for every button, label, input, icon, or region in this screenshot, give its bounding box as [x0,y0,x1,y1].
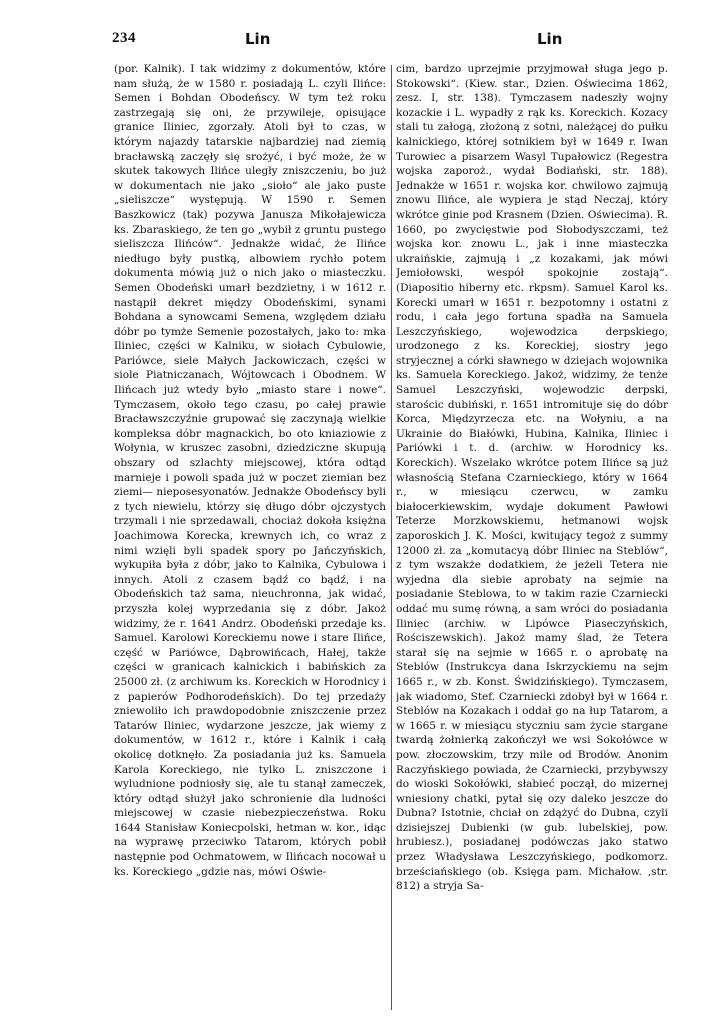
page-header [112,30,668,52]
left-column [114,62,386,1012]
column-divider [391,65,392,1010]
right-column [396,62,668,1012]
running-head-right: Lin [537,30,563,48]
right-column-text: cim, bardzo uprzejmie przyjmował sługa jego p. Stokowski“. (Kiew. star., Dzien. Oświecima 1862, zesz. I, str. 138). Tymczasem nadeszły wojny kozackie i L. wypadły z rąk ks. Koreckich. Kozacy stali tu załogą, złożoną z sotni, należącej do pułku kalnickiego, której sotnikiem był w 1649 r. Iwan Turowiec a pisarzem Wasyl Tupałowicz (Regestra wojska zaporoż., wydał Bodiański, str. 188). Jednakże w 1651 r. wojska kor. chwilowo zajmują znowu Ilińce, ale wypiera je stąd Neczaj, który wkrótce ginie pod Krasnem (Dzien. Oświecima). R. 1660, po zwycięstwie pod Słobodyszczami, też wojska kor. znowu L., jak i inne miasteczka ukraińskie, zajmują i „z kozakami, jak mówi Jemiołowski, wespół spokojnie zostają“. (Diapositio hiberny etc. rkpsm). Samuel Karol ks. Korecki umarł w 1651 r. bezpotomny i ostatni z rodu, i cała jego fortuna spadła na Samuela Leszczyńskiego, wojewodzica derpskiego, urodzonego z ks. Koreckiej, siostry jego stryjecznej a córki sławnego w dziejach wojownika ks. Samuela Koreckiego. Jakoż, widzimy, że tenże Samuel Leszczyński, wojewodzic derpski, starościc dubiński, r. 1651 intromituje się do dóbr Korca, Międzyrzecza etc. na Wołyniu, a na Ukrainie do Białówki, Hubina, Kalnika, Iliniec i Pariówki i t. d. (archiw. w Horodnicy ks. Koreckich). Wszelako wkrótce potem Ilińce są już własnością Stefana Czarnieckiego, który w 1664 r., w miesiącu czerwcu, w zamku białocerkiewskim, wydaje dokument Pawłowi Teterze Morzkowskiemu, hetmanowi wojsk zaporoskich J. K. Mości, kwitujący tegoż z summy 12000 zł. za „komutacyą dóbr Iliniec na Steblów“, z tym wszakże dodatkiem, że jeżeli Tetera nie wyjedna dla siebie aprobaty na sejmie na posiadanie Steblowa, to w takim razie Czarniecki oddać mu sumę równą, a sam wróci do posiadania Iliniec (archiw. w Lipówce Piaseczyńskich, Rościszewskich). Jakoż mamy ślad, że Tetera starał się na sejmie w 1665 r. o aprobatę na Steblów (Instrukcya dana Iskrzyckiemu na sejm 1665 r., w zb. Konst. Świdzińskiego). Tymczasem, jak wiadomo, Stef. Czarniecki zdobył był w 1664 r. Steblów na Kozakach i oddał go na łup Tatarom, a w 1665 r. w miesiącu styczniu sam życie stargane twardą żołnierką zakończył we wsi Sokołówce w pow. złoczowskim, trzy mile od Brodów. Anonim Raczyńskiego powiada, że Czarniecki, przybywszy do wioski Sokołówki, słabieć począł, do mizernej wniesiony chatki, pytał się ozy daleko jeszcze do Dubna? Istotnie, chciał on zdążyć do Dubna, czyli dzisiejszej Dubienki (w gub. lubelskiej, pow. hrubiesz.), posiadanej podówczas jako statwo przez Władysława Leszczyńskiego, podkomorz. brześciańskiego (ob. Księga pam. Michałow. ,str. 812) a stryja Sa- [396,63,668,893]
text-columns [114,62,670,1012]
page-number: 234 [112,30,136,46]
running-head-left: Lin [245,30,271,48]
left-column-text: (por. Kalnik). I tak widzimy z dokumentów, które nam służą, że w 1580 r. posiadają L. czyli Ilińce: Semen i Bohdan Obodeńscy. W tym też roku zastrzegają się oni, że przywileje, opisujące granice Iliniec, zgorzały. Atoli był to czas, w którym najazdy tatarskie najbardziej nad ziemią bracławską zaczęły się srożyć, i być może, że w skutek takowych Ilińce uległy zniszczeniu, bo już w dokumentach nie jako „sioło“ ale jako puste „sieliszcze“ występują. W 1590 r. Semen Baszkowicz (tak) pozywa Janusza Mikołajewicza ks. Zbaraskiego, że ten go „wybił z gruntu pustego sieliszcza Ilińców“. Jednakże widać, że Ilińce niedługo były pustką, albowiem rychło potem dokumenta mówią już o nich jako o miasteczku. Semen Obodeński umarł bezdzietny, i w 1612 r. nastąpił dekret między Obodeńskimi, synami Bohdana a synowcami Semena, względem działu dóbr po tymże Semenie pozostałych, jako to: mka Iliniec, części w Kalniku, w siołach Cybulowie, Pariówce, siele Małych Jackowiczach, części w siole Piatniczanach, Wójtowcach i Obodnem. W Ilińcach już wtedy było „miasto stare i nowe“. Tymczasem, około tego czasu, po całej prawie Bracławszczyźnie grupować się zaczynają wielkie kompleksa dóbr magnackich, bo oto kniaziowie z Wołynia, w kruszec zasobni, dziedziczne skupują obszary od szlachty miejscowej, która odtąd marnieje i powoli spada już w poczet ziemian bez ziemi— nieposesyonatów. Jednakże Obodeńscy byli z tych niewielu, którzy się długo dóbr ojczystych trzymali i nie sprzedawali, chociaż dokoła księżna Joachimowa Korecka, krewnych ich, co wraz z nimi wzięli byli spadek spory po Jańczyńskich, wykupiła była z dóbr, jako to Kalnika, Cybulowa i innych. Atoli z czasem bądź co bądź, i na Obodeńskich taż sama, nieuchronna, jak widać, przyszła kolej wyprzedania się z dóbr. Jakoż widzimy, że r. 1641 Andrz. Obodeński przedaje ks. Samuel. Karolowi Koreckiemu nowe i stare Ilińce, część w Pariówce, Dąbrowińcach, Hałej, także części w granicach kalnickich i babińskich za 25000 zł. (z archiwum ks. Koreckich w Horodnicy i z papierów Podhorodeńskich). Do tej przedaży zniewoliło ich prawdopodobnie zniszczenie przez Tatarów Iliniec, wydarzone jeszcze, jak wiemy z dokumentów, w 1612 r., które i Kalnik i całą okolicę dotknęło. Za posiadania już ks. Samuela Karola Koreckiego, nie tylko L. zniszczone i wyludnione podniosły się, ale tu stanął zameczek, który odtąd służył jako schronienie dla ludności miejscowej w czasie niebezpieczeństwa. Roku 1644 Stanisław Koniecpolski, hetman w. kor., idąc na wyprawę przeciwko Tatarom, których pobił następnie pod Ochmatowem, w Ilińcach nocował u ks. Koreckiego „gdzie nas, mówi Oświe- [114,63,386,878]
